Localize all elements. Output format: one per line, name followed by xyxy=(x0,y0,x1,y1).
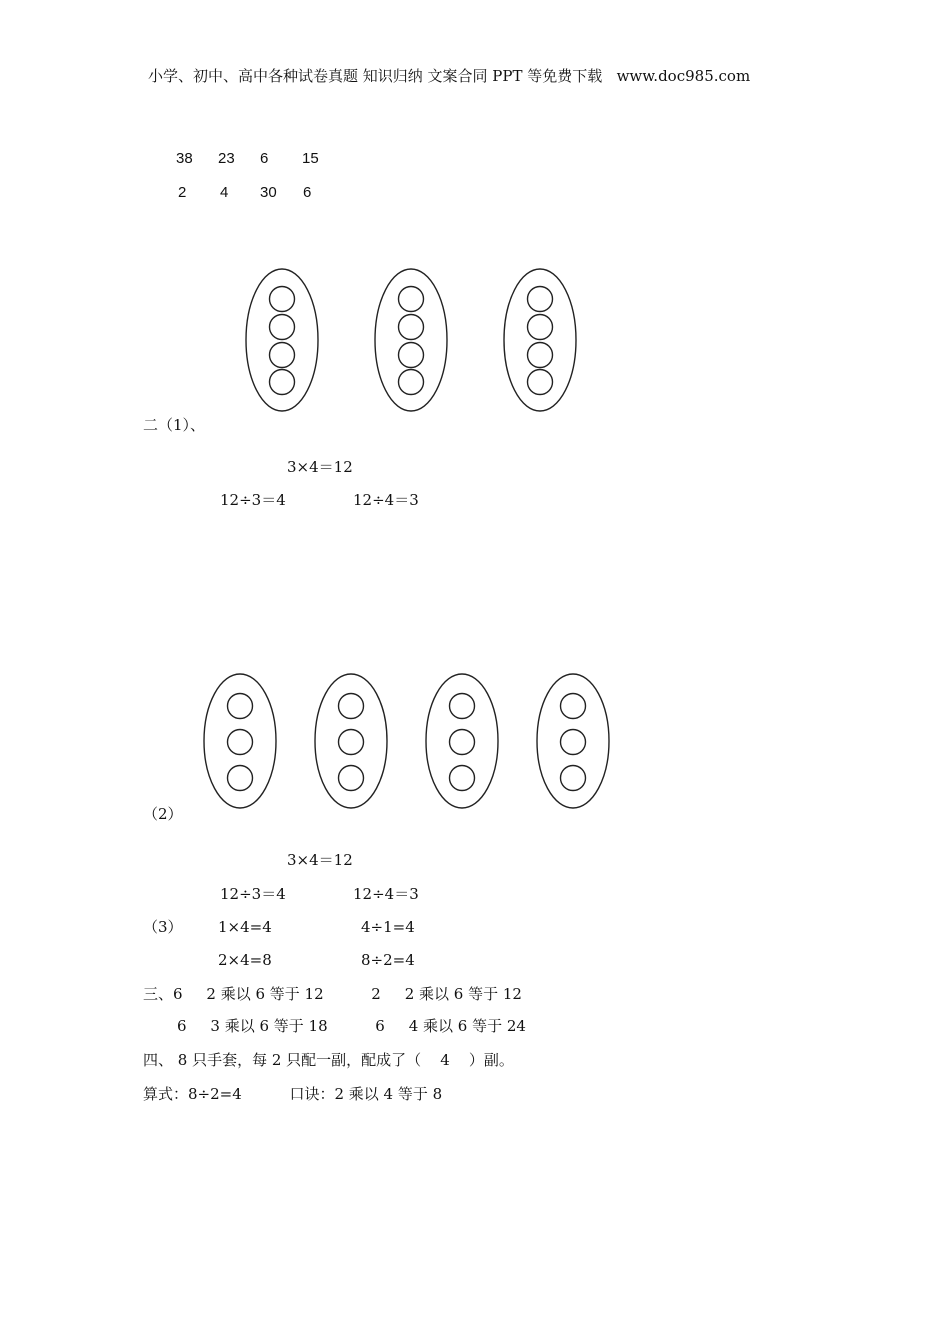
equation: 12÷3＝4 xyxy=(220,491,286,509)
equation: 2×4=8 xyxy=(218,951,272,969)
num-cell: 6 xyxy=(303,184,312,201)
num-cell: 6 xyxy=(260,150,269,167)
oval-group xyxy=(246,269,318,411)
equation: 1×4=4 xyxy=(218,918,272,936)
formula-line: 算式：8÷2=4 口诀：2 乘以 4 等于 8 xyxy=(143,1085,443,1103)
oval-group xyxy=(504,269,576,411)
equation: 12÷3＝4 xyxy=(220,885,286,903)
oval-group xyxy=(375,269,447,411)
num-cell: 38 xyxy=(176,150,193,167)
num-cell: 4 xyxy=(220,184,229,201)
grouping-figure-2 xyxy=(0,640,950,820)
word-problem: 四、 8 只手套，每 2 只配一副，配成了（ 4 ）副。 xyxy=(143,1051,514,1069)
num-cell: 23 xyxy=(218,150,235,167)
equation: 12÷4＝3 xyxy=(353,491,419,509)
oval-group xyxy=(537,674,609,808)
oval-group xyxy=(426,674,498,808)
page-header: 小学、初中、高中各种试卷真题 知识归纳 文案合同 PPT 等免费下载 www.doc985.com xyxy=(148,67,751,85)
equation: 4÷1=4 xyxy=(361,918,415,936)
answer-line: 6 3 乘以 6 等于 18 6 4 乘以 6 等于 24 xyxy=(177,1017,526,1035)
answer-line: 三、6 2 乘以 6 等于 12 2 2 乘以 6 等于 12 xyxy=(143,985,522,1003)
num-cell: 15 xyxy=(302,150,319,167)
oval-group xyxy=(204,674,276,808)
equation: 3×4＝12 xyxy=(287,458,353,476)
equation: 12÷4＝3 xyxy=(353,885,419,903)
equation: 3×4＝12 xyxy=(287,851,353,869)
num-cell: 2 xyxy=(178,184,187,201)
num-cell: 30 xyxy=(260,184,277,201)
question-label: 二（1）、 xyxy=(143,416,206,434)
equation: 8÷2=4 xyxy=(361,951,415,969)
question-label: （2） xyxy=(143,805,183,823)
oval-group xyxy=(315,674,387,808)
question-label: （3） xyxy=(143,918,183,936)
grouping-figure-1 xyxy=(0,0,950,420)
